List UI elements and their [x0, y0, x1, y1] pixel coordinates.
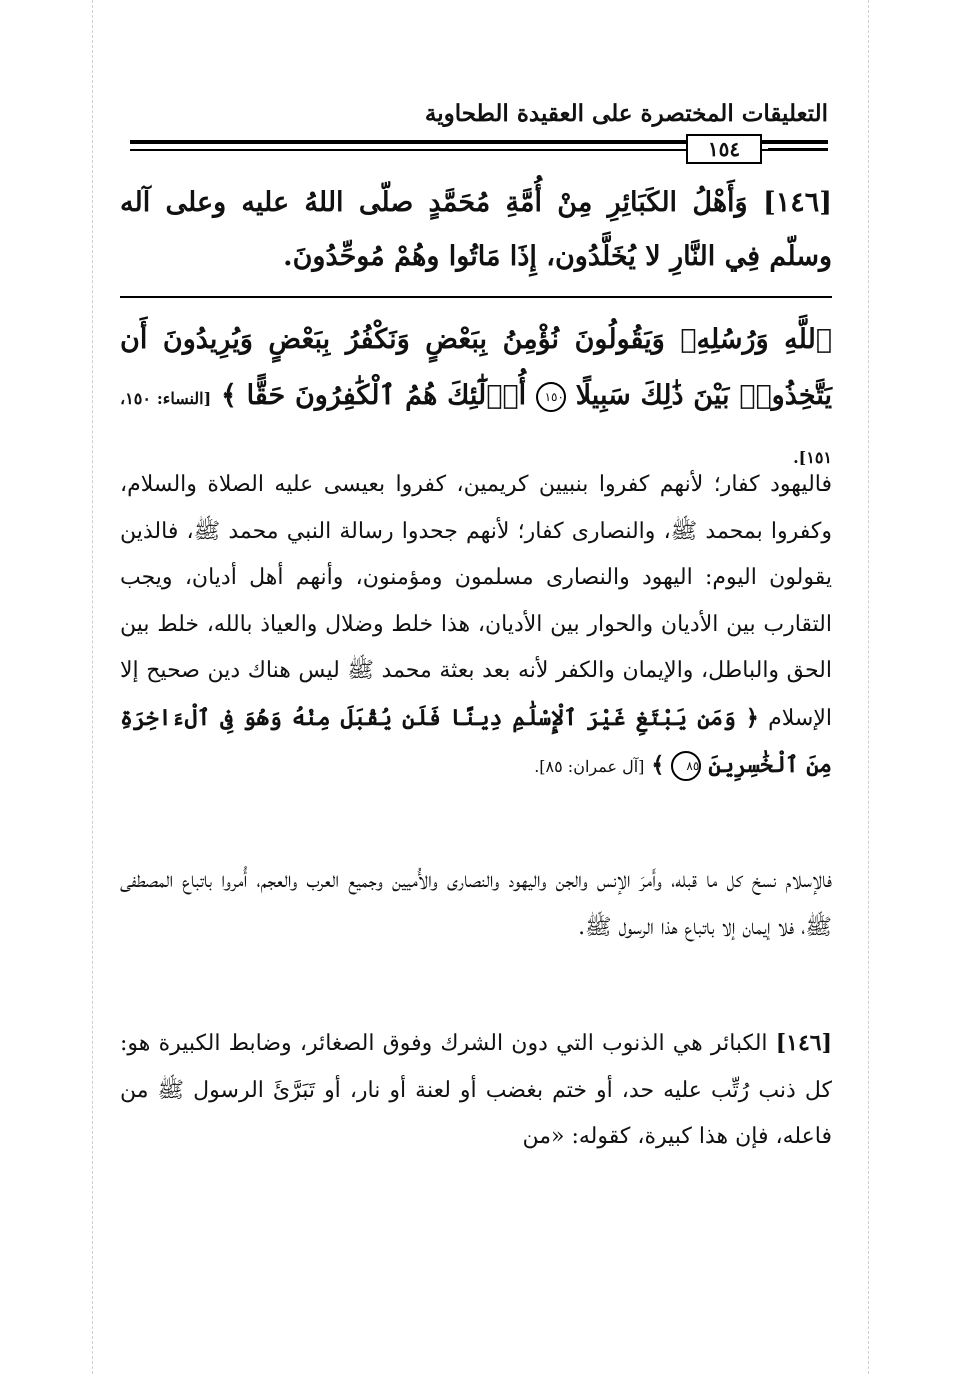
- paragraph-1-verse-end: ﴾: [651, 752, 665, 778]
- commentary-paragraph-3: [120, 1020, 832, 1161]
- verse-continuation: [120, 312, 832, 486]
- paragraph-3-text: الكبائر هي الذنوب التي دون الشرك وفوق الصغائر، وضابط الكبيرة هو: كل ذنب رُتِّب عليه حد، أو ختم بغضب أو لعنة أو نار، أو تَبَرَّئَ الرسول ﷺ من فاعله، فإن هذا كبيرة، كقوله: «من: [120, 1031, 832, 1149]
- matn-body: وَأَهْلُ الكَبَائِرِ مِنْ أُمَّةِ مُحَمَّدٍ صلّى اللهُ عليه وعلى آله وسلّم فِي النَّارِ لا يُخَلَّدُون، إِذَا مَاتُوا وهُمْ مُوحِّدُونَ.: [120, 187, 832, 272]
- commentary-paragraph-1: [120, 462, 832, 791]
- page-number-ornament: [768, 141, 828, 151]
- paragraph-1-text: فاليهود كفار؛ لأنهم كفروا بنبيين كريمين، كفروا بعيسى عليه الصلاة والسلام، وكفروا بمحمد ﷺ، والنصارى كفار؛ لأنهم جحدوا رسالة النبي محمد ﷺ، فالذين يقولون اليوم: اليهود والنصارى مسلمون ومؤمنون، وأنهم أهل أديان، ويجب التقارب بين الأديان والحوار بين الأديان، هذا خلط وضلال والعياذ بالله، خلط بين الحق والباطل، والإيمان والكفر لأنه بعد بعثة محمد ﷺ ليس هناك دين صحيح إلا الإسلام: [120, 472, 832, 731]
- gutter-line-right: [868, 0, 869, 1374]
- verse-number-mark: ١٥٠: [536, 382, 566, 412]
- paragraph-3-number: [١٤٦]: [775, 1030, 833, 1056]
- commentary-paragraph-2: فالإسلام نسخ كل ما قبله، وأَمرَ الإنس والجن واليهود والنصارى والأُميين وجميع العرب والعجم، أُمروا باتباع المصطفى ﷺ، فلا إيمان إلا باتباع هذا الرسول ﷺ.: [120, 868, 832, 940]
- matn-number: [١٤٦]: [762, 187, 833, 218]
- page-number: ١٥٤: [686, 134, 762, 164]
- verse-number-mark-2: ٨٥: [671, 751, 701, 781]
- running-head: التعليقات المختصرة على العقيدة الطحاوية: [424, 100, 828, 127]
- verse-continuation-text: ٱللَّهِ وَرُسُلِهِۦ وَيَقُولُونَ نُؤْمِنُ بِبَعْضٍ وَنَكْفُرُ بِبَعْضٍ وَيُرِيدُونَ أَن يَتَّخِذُوا۟ بَيْنَ ذَٰلِكَ سَبِيلًا: [120, 324, 832, 411]
- paragraph-1-verse: ﴿ وَمَن يَبْتَغِ غَيْرَ ٱلْإِسْلَٰمِ دِينًا فَلَن يُقْبَلَ مِنْهُ وَهُوَ فِى ٱلْءَاخِرَةِ مِنَ ٱلْخَٰسِرِينَ: [120, 704, 832, 778]
- matn-text: [120, 176, 832, 284]
- gutter-line-left: [92, 0, 93, 1374]
- verse-reference: [النساء: ١٥٠، ١٥١].: [120, 389, 832, 467]
- verse-continuation-text-2: أُو۟لَٰٓئِكَ هُمُ ٱلْكَٰفِرُونَ حَقًّا ﴾: [220, 380, 527, 411]
- matn-divider: [120, 296, 832, 298]
- verse-reference-2: [آل عمران: ٨٥].: [534, 757, 645, 776]
